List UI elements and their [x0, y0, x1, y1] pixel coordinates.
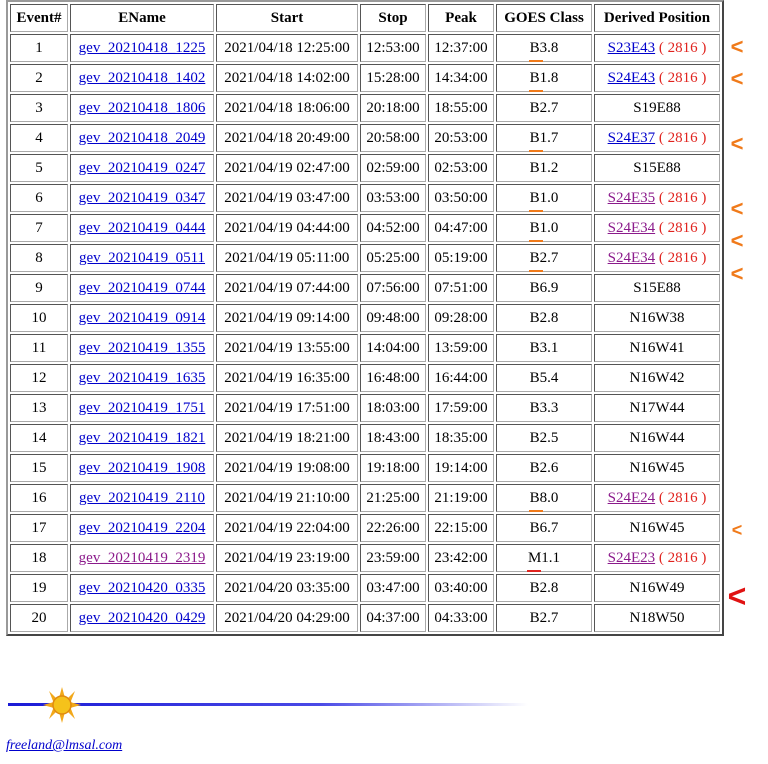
- derived-position-cell: [594, 334, 720, 362]
- table-row: [10, 334, 720, 362]
- event-number-cell: 20: [10, 604, 68, 632]
- ename-cell: [70, 214, 214, 242]
- table-row: [10, 154, 720, 182]
- active-region-number: ( 2816 ): [658, 219, 707, 236]
- event-link[interactable]: gev_20210420_0429: [78, 609, 206, 626]
- derived-position-cell: [594, 154, 720, 182]
- orange-flag-arrow-icon: <: [730, 228, 744, 254]
- peak-cell: 22:15:00: [428, 514, 494, 542]
- derived-position-cell: [594, 484, 720, 512]
- stop-cell: 03:47:00: [360, 574, 426, 602]
- goes-class-cell: [496, 334, 592, 362]
- peak-cell: 02:53:00: [428, 154, 494, 182]
- stop-cell: 19:18:00: [360, 454, 426, 482]
- goes-class-value: B5.4: [529, 369, 559, 386]
- goes-class-cell: [496, 124, 592, 152]
- active-region-number: ( 2816 ): [658, 39, 707, 56]
- start-cell: 2021/04/19 16:35:00: [216, 364, 358, 392]
- position-text: N16W38: [629, 309, 685, 326]
- goes-class-cell: [496, 574, 592, 602]
- event-number-cell: 5: [10, 154, 68, 182]
- start-cell: 2021/04/19 07:44:00: [216, 274, 358, 302]
- orange-flag-arrow-icon: <: [730, 196, 744, 221]
- stop-cell: 16:48:00: [360, 364, 426, 392]
- event-link[interactable]: gev_20210418_2049: [78, 129, 206, 146]
- peak-cell: 05:19:00: [428, 244, 494, 272]
- position-link[interactable]: S24E35: [607, 189, 656, 206]
- peak-cell: 03:50:00: [428, 184, 494, 212]
- event-link[interactable]: gev_20210418_1402: [78, 69, 206, 86]
- start-cell: 2021/04/19 05:11:00: [216, 244, 358, 272]
- active-region-number: ( 2816 ): [658, 249, 707, 266]
- email-link[interactable]: freeland@lmsal.com: [6, 738, 123, 753]
- stop-cell: 05:25:00: [360, 244, 426, 272]
- stop-cell: 22:26:00: [360, 514, 426, 542]
- event-link[interactable]: gev_20210419_1635: [78, 369, 206, 386]
- goes-class-cell: [496, 154, 592, 182]
- goes-class-value: B6.9: [529, 279, 559, 296]
- col-header-event-num: Event#: [10, 4, 68, 32]
- event-number-cell: 14: [10, 424, 68, 452]
- stop-cell: 15:28:00: [360, 64, 426, 92]
- start-cell: 2021/04/18 20:49:00: [216, 124, 358, 152]
- derived-position-cell: [594, 304, 720, 332]
- col-header-peak: Peak: [428, 4, 494, 32]
- event-link[interactable]: gev_20210418_1806: [78, 99, 206, 116]
- derived-position-cell: [594, 94, 720, 122]
- position-link[interactable]: S23E43: [607, 39, 656, 56]
- event-number-cell: 15: [10, 454, 68, 482]
- event-link[interactable]: gev_20210419_0347: [78, 189, 206, 206]
- event-number-cell: 19: [10, 574, 68, 602]
- start-cell: 2021/04/19 23:19:00: [216, 544, 358, 572]
- peak-cell: 20:53:00: [428, 124, 494, 152]
- ename-cell: [70, 184, 214, 212]
- position-link[interactable]: S24E43: [607, 69, 656, 86]
- col-header-goes-class: GOES Class: [496, 4, 592, 32]
- goes-class-cell: [496, 604, 592, 632]
- stop-cell: 02:59:00: [360, 154, 426, 182]
- start-cell: 2021/04/19 17:51:00: [216, 394, 358, 422]
- position-text: S19E88: [633, 99, 681, 116]
- goes-class-cell: [496, 304, 592, 332]
- event-link[interactable]: gev_20210419_1751: [78, 399, 206, 416]
- goes-class-value: B8.0: [529, 489, 559, 506]
- event-link[interactable]: gev_20210419_0511: [78, 249, 206, 266]
- ename-cell: [70, 514, 214, 542]
- stop-cell: 14:04:00: [360, 334, 426, 362]
- goes-class-cell: [496, 454, 592, 482]
- event-number-cell: 3: [10, 94, 68, 122]
- position-text: S15E88: [633, 279, 681, 296]
- ename-cell: [70, 34, 214, 62]
- event-link[interactable]: gev_20210418_1225: [78, 39, 206, 56]
- table-row: [10, 454, 720, 482]
- goes-class-value: B2.7: [529, 249, 559, 266]
- orange-flag-arrow-icon: <: [731, 520, 743, 540]
- event-link[interactable]: gev_20210419_1908: [78, 459, 206, 476]
- footer-divider: [8, 702, 528, 707]
- peak-cell: 14:34:00: [428, 64, 494, 92]
- table-row: [10, 544, 720, 572]
- peak-cell: 18:35:00: [428, 424, 494, 452]
- goes-class-value: B2.8: [529, 309, 559, 326]
- ename-cell: [70, 244, 214, 272]
- table-row: [10, 424, 720, 452]
- event-link[interactable]: gev_20210419_2204: [78, 519, 206, 536]
- stop-cell: 21:25:00: [360, 484, 426, 512]
- derived-position-cell: [594, 544, 720, 572]
- derived-position-cell: [594, 514, 720, 542]
- stop-cell: 07:56:00: [360, 274, 426, 302]
- start-cell: 2021/04/19 02:47:00: [216, 154, 358, 182]
- start-cell: 2021/04/19 09:14:00: [216, 304, 358, 332]
- ename-cell: [70, 64, 214, 92]
- goes-class-value: B3.1: [529, 339, 559, 356]
- start-cell: 2021/04/18 12:25:00: [216, 34, 358, 62]
- ename-cell: [70, 124, 214, 152]
- position-link[interactable]: S24E34: [607, 249, 656, 266]
- goes-class-value: B1.2: [529, 159, 559, 176]
- derived-position-cell: [594, 274, 720, 302]
- ename-cell: [70, 424, 214, 452]
- header-row: [10, 4, 720, 32]
- event-number-cell: 12: [10, 364, 68, 392]
- position-text: S15E88: [633, 159, 681, 176]
- table-row: [10, 604, 720, 632]
- position-link[interactable]: S24E34: [607, 219, 656, 236]
- table-row: [10, 34, 720, 62]
- goes-class-value: B2.5: [529, 429, 559, 446]
- ename-cell: [70, 604, 214, 632]
- peak-cell: 21:19:00: [428, 484, 494, 512]
- table-row: [10, 214, 720, 242]
- peak-cell: 16:44:00: [428, 364, 494, 392]
- event-number-cell: 4: [10, 124, 68, 152]
- table-row: [10, 124, 720, 152]
- ename-cell: [70, 154, 214, 182]
- start-cell: 2021/04/20 04:29:00: [216, 604, 358, 632]
- sun-icon: [42, 686, 82, 724]
- goes-class-value: B3.8: [529, 39, 559, 56]
- orange-flag-arrow-icon: <: [730, 260, 744, 286]
- start-cell: 2021/04/18 18:06:00: [216, 94, 358, 122]
- col-header-stop: Stop: [360, 4, 426, 32]
- position-text: N16W49: [629, 579, 685, 596]
- stop-cell: 09:48:00: [360, 304, 426, 332]
- col-header-derived-position: Derived Position: [594, 4, 720, 32]
- goes-class-cell: [496, 484, 592, 512]
- event-number-cell: 6: [10, 184, 68, 212]
- goes-class-cell: [496, 34, 592, 62]
- table-row: [10, 514, 720, 542]
- peak-cell: 12:37:00: [428, 34, 494, 62]
- position-link[interactable]: S24E23: [607, 549, 656, 566]
- position-text: N16W45: [629, 459, 685, 476]
- red-flag-arrow-icon: <: [727, 577, 747, 614]
- event-number-cell: 8: [10, 244, 68, 272]
- derived-position-cell: [594, 424, 720, 452]
- start-cell: 2021/04/19 03:47:00: [216, 184, 358, 212]
- ename-cell: [70, 454, 214, 482]
- peak-cell: 09:28:00: [428, 304, 494, 332]
- position-text: N16W41: [629, 339, 685, 356]
- orange-flag-arrow-icon: <: [730, 34, 744, 59]
- event-number-cell: 7: [10, 214, 68, 242]
- goes-class-cell: [496, 64, 592, 92]
- peak-cell: 19:14:00: [428, 454, 494, 482]
- goes-class-value: B2.6: [529, 459, 559, 476]
- position-text: N17W44: [629, 399, 685, 416]
- stop-cell: 20:18:00: [360, 94, 426, 122]
- position-text: N16W44: [629, 429, 685, 446]
- goes-class-value: B1.0: [529, 189, 559, 206]
- derived-position-cell: [594, 394, 720, 422]
- active-region-number: ( 2816 ): [658, 489, 707, 506]
- ename-cell: [70, 304, 214, 332]
- active-region-number: ( 2816 ): [658, 129, 707, 146]
- event-link[interactable]: gev_20210419_0247: [78, 159, 206, 176]
- active-region-number: ( 2816 ): [658, 69, 707, 86]
- goes-class-value: B6.7: [529, 519, 559, 536]
- goes-class-value: B2.7: [529, 99, 559, 116]
- derived-position-cell: [594, 244, 720, 272]
- goes-class-value: B3.3: [529, 399, 559, 416]
- table-row: [10, 94, 720, 122]
- event-link[interactable]: gev_20210419_1821: [78, 429, 206, 446]
- orange-flag-arrow-icon: <: [730, 66, 744, 92]
- position-text: N18W50: [629, 609, 685, 626]
- goes-class-cell: [496, 94, 592, 122]
- goes-class-value: B1.7: [529, 129, 559, 146]
- table-row: [10, 244, 720, 272]
- goes-class-cell: [496, 364, 592, 392]
- derived-position-cell: [594, 454, 720, 482]
- col-header-ename: EName: [70, 4, 214, 32]
- position-text: N16W45: [629, 519, 685, 536]
- start-cell: 2021/04/19 19:08:00: [216, 454, 358, 482]
- events-table-body: [10, 34, 720, 632]
- peak-cell: 03:40:00: [428, 574, 494, 602]
- active-region-number: ( 2816 ): [658, 189, 707, 206]
- peak-cell: 04:47:00: [428, 214, 494, 242]
- ename-cell: [70, 94, 214, 122]
- ename-cell: [70, 334, 214, 362]
- event-link[interactable]: gev_20210419_2110: [78, 489, 206, 506]
- table-row: [10, 574, 720, 602]
- peak-cell: 17:59:00: [428, 394, 494, 422]
- stop-cell: 23:59:00: [360, 544, 426, 572]
- peak-cell: 23:42:00: [428, 544, 494, 572]
- peak-cell: 07:51:00: [428, 274, 494, 302]
- event-number-cell: 11: [10, 334, 68, 362]
- ename-cell: [70, 574, 214, 602]
- event-link[interactable]: gev_20210419_0744: [78, 279, 206, 296]
- table-row: [10, 184, 720, 212]
- derived-position-cell: [594, 604, 720, 632]
- event-link[interactable]: gev_20210420_0335: [78, 579, 206, 596]
- stop-cell: 18:03:00: [360, 394, 426, 422]
- event-link[interactable]: gev_20210419_2319: [78, 549, 206, 566]
- table-row: [10, 484, 720, 512]
- table-row: [10, 364, 720, 392]
- goes-class-value: B2.8: [529, 579, 559, 596]
- table-row: [10, 394, 720, 422]
- goes-class-cell: [496, 184, 592, 212]
- event-link[interactable]: gev_20210419_1355: [78, 339, 206, 356]
- active-region-number: ( 2816 ): [658, 549, 707, 566]
- table-row: [10, 304, 720, 332]
- event-number-cell: 1: [10, 34, 68, 62]
- ename-cell: [70, 544, 214, 572]
- goes-class-value: B1.8: [529, 69, 559, 86]
- events-table: [6, 0, 724, 636]
- position-text: N16W42: [629, 369, 685, 386]
- start-cell: 2021/04/19 21:10:00: [216, 484, 358, 512]
- event-number-cell: 10: [10, 304, 68, 332]
- event-link[interactable]: gev_20210419_0914: [78, 309, 206, 326]
- event-number-cell: 18: [10, 544, 68, 572]
- start-cell: 2021/04/19 04:44:00: [216, 214, 358, 242]
- goes-class-value: B1.0: [529, 219, 559, 236]
- goes-class-cell: [496, 244, 592, 272]
- goes-class-cell: [496, 274, 592, 302]
- goes-class-value: M1.1: [527, 549, 561, 566]
- derived-position-cell: [594, 34, 720, 62]
- ename-cell: [70, 274, 214, 302]
- ename-cell: [70, 364, 214, 392]
- stop-cell: 12:53:00: [360, 34, 426, 62]
- col-header-start: Start: [216, 4, 358, 32]
- goes-class-cell: [496, 394, 592, 422]
- goes-class-cell: [496, 544, 592, 572]
- derived-position-cell: [594, 214, 720, 242]
- table-row: [10, 274, 720, 302]
- event-number-cell: 16: [10, 484, 68, 512]
- goes-class-cell: [496, 214, 592, 242]
- start-cell: 2021/04/18 14:02:00: [216, 64, 358, 92]
- event-number-cell: 9: [10, 274, 68, 302]
- event-number-cell: 17: [10, 514, 68, 542]
- stop-cell: 18:43:00: [360, 424, 426, 452]
- event-number-cell: 2: [10, 64, 68, 92]
- peak-cell: 04:33:00: [428, 604, 494, 632]
- stop-cell: 04:37:00: [360, 604, 426, 632]
- start-cell: 2021/04/20 03:35:00: [216, 574, 358, 602]
- derived-position-cell: [594, 64, 720, 92]
- start-cell: 2021/04/19 18:21:00: [216, 424, 358, 452]
- derived-position-cell: [594, 574, 720, 602]
- stop-cell: 03:53:00: [360, 184, 426, 212]
- peak-cell: 13:59:00: [428, 334, 494, 362]
- peak-cell: 18:55:00: [428, 94, 494, 122]
- goes-class-cell: [496, 514, 592, 542]
- goes-class-cell: [496, 424, 592, 452]
- start-cell: 2021/04/19 13:55:00: [216, 334, 358, 362]
- stop-cell: 20:58:00: [360, 124, 426, 152]
- event-link[interactable]: gev_20210419_0444: [78, 219, 206, 236]
- table-row: [10, 64, 720, 92]
- position-link[interactable]: S24E37: [607, 129, 656, 146]
- derived-position-cell: [594, 184, 720, 212]
- position-link[interactable]: S24E24: [607, 489, 656, 506]
- start-cell: 2021/04/19 22:04:00: [216, 514, 358, 542]
- derived-position-cell: [594, 124, 720, 152]
- goes-class-value: B2.7: [529, 609, 559, 626]
- ename-cell: [70, 394, 214, 422]
- derived-position-cell: [594, 364, 720, 392]
- ename-cell: [70, 484, 214, 512]
- stop-cell: 04:52:00: [360, 214, 426, 242]
- orange-flag-arrow-icon: <: [730, 131, 744, 157]
- event-number-cell: 13: [10, 394, 68, 422]
